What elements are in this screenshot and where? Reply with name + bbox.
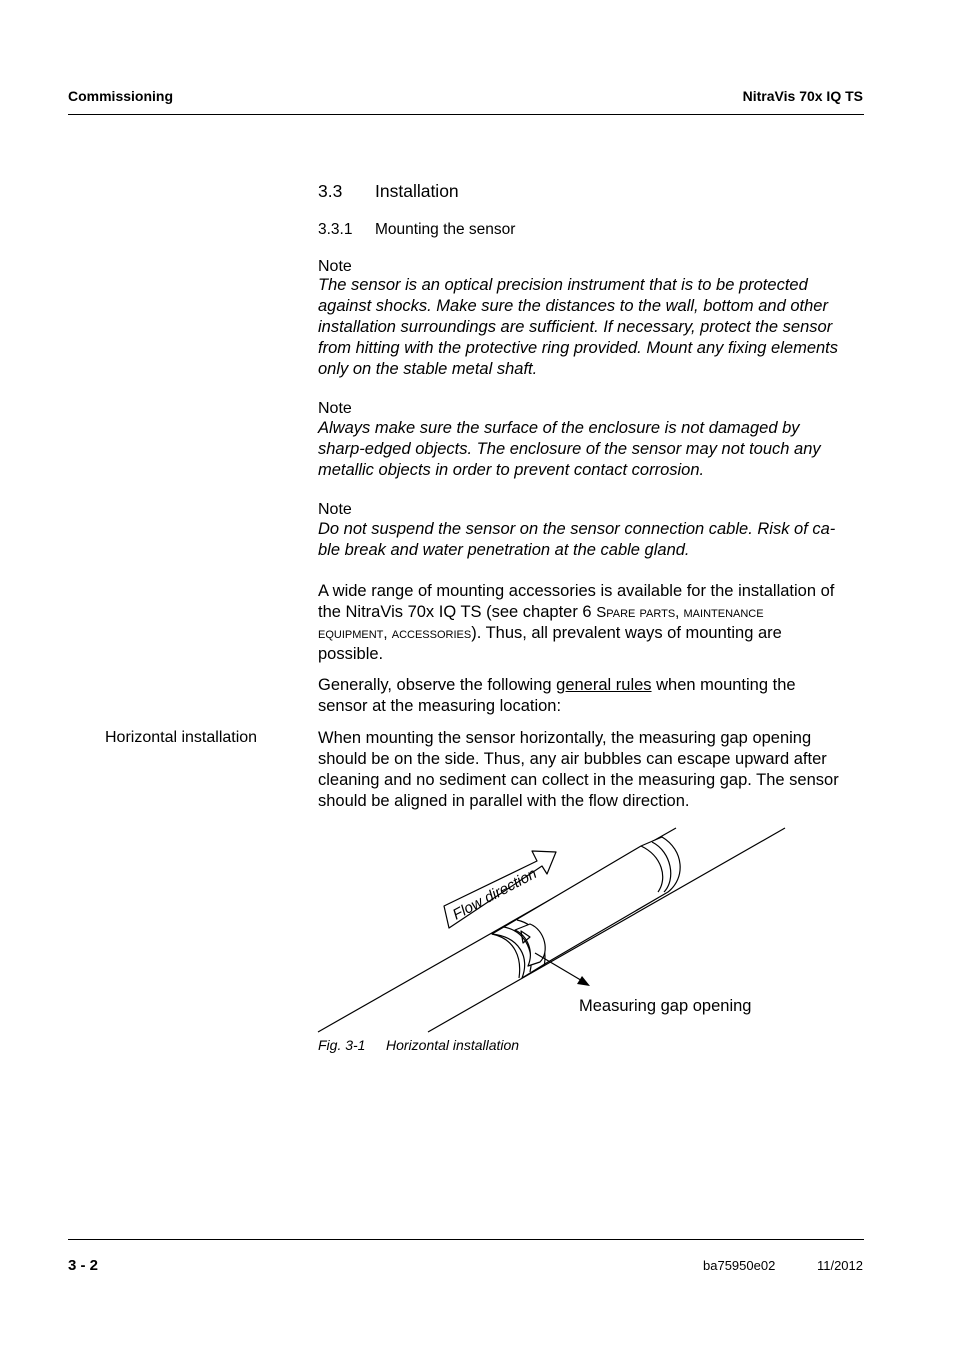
header-chapter: Commissioning <box>68 88 174 104</box>
horizontal-installation-figure <box>310 820 790 1040</box>
note-line: from hitting with the protective ring provided. Mount any fixing elements <box>318 339 839 357</box>
header-rule <box>68 114 864 115</box>
footer-rule <box>68 1239 864 1240</box>
note-line: only on the stable metal shaft. <box>318 360 538 378</box>
note-title: Note <box>318 400 352 417</box>
paragraph-line: possible. <box>318 645 384 663</box>
note-text <box>318 275 878 380</box>
note-text <box>318 519 878 561</box>
paragraph-line: When mounting the sensor horizontally, the measuring gap opening <box>318 729 812 747</box>
page-number: 3 - 2 <box>68 1257 99 1274</box>
note-line: Do not suspend the sensor on the sensor connection cable. Risk of ca- <box>318 520 836 538</box>
note-title: Note <box>318 258 352 275</box>
note-line: metallic objects in order to prevent contact corrosion. <box>318 461 705 479</box>
paragraph-line: cleaning and no sediment can collect in the measuring gap. The sensor <box>318 771 839 789</box>
note-line: ble break and water penetration at the cable gland. <box>318 541 690 559</box>
figure-caption <box>318 1037 519 1053</box>
document-id: ba75950e02 <box>703 1258 776 1273</box>
note-line: sharp-edged objects. The enclosure of the sensor may not touch any <box>318 440 821 458</box>
sensor-body <box>492 837 680 978</box>
paragraph-line: should be on the side. Thus, any air bubbles can escape upward after <box>318 750 827 768</box>
note-line: installation surroundings are sufficient. If necessary, protect the sensor <box>318 318 833 336</box>
chapter-reference: equipment, accessories <box>318 625 472 642</box>
subsection-number: 3.3.1 <box>318 221 353 238</box>
note-line: against shocks. Make sure the distances to the wall, bottom and other <box>318 297 828 315</box>
section-number: 3.3 <box>318 181 343 201</box>
paragraph-line: the NitraVis 70x IQ TS (see chapter 6 Spare parts, maintenance <box>318 603 764 621</box>
paragraph-line: A wide range of mounting accessories is available for the installation of <box>318 582 835 600</box>
paragraph-line: equipment, accessories). Thus, all prevalent ways of mounting are <box>318 624 782 642</box>
note-title: Note <box>318 501 352 518</box>
document-date: 11/2012 <box>816 1258 863 1273</box>
paragraph-line: should be aligned in parallel with the flow direction. <box>318 792 690 810</box>
figure-number: Fig. 3-1 <box>318 1037 366 1053</box>
note-line: Always make sure the surface of the enclosure is not damaged by <box>318 419 800 437</box>
measuring-gap-callout: Measuring gap opening <box>579 997 752 1015</box>
section-heading <box>318 181 459 202</box>
subsection-title: Mounting the sensor <box>375 221 516 238</box>
accessories-paragraph <box>318 581 874 665</box>
note-text <box>318 418 878 481</box>
general-rules-paragraph <box>318 675 874 717</box>
figure-title: Horizontal installation <box>386 1037 520 1053</box>
section-title: Installation <box>375 181 459 201</box>
horizontal-installation-paragraph <box>318 728 874 812</box>
general-rules-link[interactable]: general rules <box>556 676 652 694</box>
margin-label-horizontal-installation: Horizontal installation <box>105 729 258 746</box>
note-line: The sensor is an optical precision instrument that is to be protected <box>318 276 808 294</box>
chapter-reference: Spare parts, maintenance <box>596 604 764 621</box>
paragraph-line: sensor at the measuring location: <box>318 697 562 715</box>
header-product: NitraVis 70x IQ TS <box>742 88 863 104</box>
callout-arrowhead <box>577 976 590 986</box>
subsection-heading <box>318 221 515 239</box>
flow-direction-label: Flow direction <box>449 865 540 924</box>
paragraph-line: Generally, observe the following general rules when mounting the <box>318 676 796 694</box>
